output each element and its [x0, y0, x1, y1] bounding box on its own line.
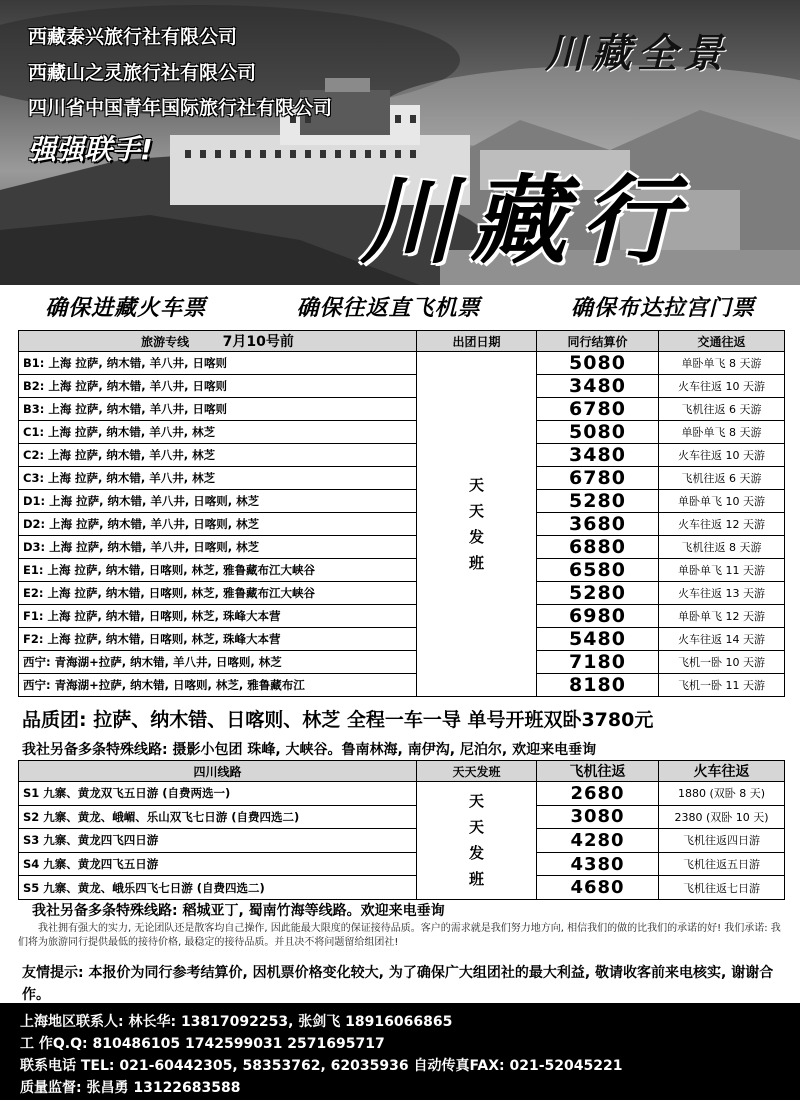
price-cell: 5280 — [537, 490, 659, 513]
flight-price-cell: 4680 — [537, 876, 659, 900]
brand-title-large: 川藏行 — [360, 164, 690, 277]
header-date-note: 7月10号前 — [222, 334, 294, 350]
route-cell: 西宁: 青海湖+拉萨, 纳木错, 羊八井, 日喀则, 林芝 — [19, 651, 417, 674]
agency-name-tibet-shanzhiling: 西藏山之灵旅行社有限公司 — [28, 62, 257, 84]
table-row — [19, 829, 785, 853]
transport-cell: 单卧单飞 10 天游 — [659, 490, 785, 513]
transport-cell: 火车往返 13 天游 — [659, 582, 785, 605]
route-cell: F2: 上海 拉萨, 纳木错, 日喀则, 林芝, 珠峰大本营 — [19, 628, 417, 651]
table-row — [19, 651, 785, 674]
train-cell: 2380 (双卧 10 天) — [659, 805, 785, 829]
header-sichuan-flight: 飞机往返 — [537, 761, 659, 782]
table-row — [19, 398, 785, 421]
table-header-row — [19, 761, 785, 782]
table-row — [19, 582, 785, 605]
price-cell: 6780 — [537, 398, 659, 421]
transport-cell: 飞机一卧 11 天游 — [659, 674, 785, 697]
table-row — [19, 375, 785, 398]
route-cell: S5 九寨、黄龙、峨乐四飞七日游 (自费四选二) — [19, 876, 417, 900]
guarantee-train-ticket: 确保进藏火车票 — [45, 295, 207, 321]
agency-name-tibet-taixing: 西藏泰兴旅行社有限公司 — [28, 26, 238, 48]
route-cell: F1: 上海 拉萨, 纳木错, 日喀则, 林芝, 珠峰大本营 — [19, 605, 417, 628]
price-cell: 5280 — [537, 582, 659, 605]
contact-footer — [0, 1003, 800, 1100]
train-cell: 飞机往返五日游 — [659, 852, 785, 876]
special-routes-sichuan: 我社另备多条特殊线路: 稻城亚丁, 蜀南竹海等线路。欢迎来电垂询 — [32, 903, 445, 919]
table-row — [19, 674, 785, 697]
special-routes-tibet: 我社另备多条特殊线路: 摄影小包团 珠峰, 大峡谷。鲁南林海, 南伊沟, 尼泊尔, 欢迎来电垂询 — [22, 742, 597, 758]
table-header-row — [19, 331, 785, 352]
price-cell: 5080 — [537, 421, 659, 444]
route-cell: S3 九寨、黄龙四飞四日游 — [19, 829, 417, 853]
slogan: 强强联手! — [28, 133, 153, 166]
table-row — [19, 605, 785, 628]
table-row — [19, 852, 785, 876]
departure-cell: 天 天 发 班 — [417, 352, 537, 697]
table-row — [19, 352, 785, 375]
table-row — [19, 513, 785, 536]
price-cell: 6980 — [537, 605, 659, 628]
flight-price-cell: 4380 — [537, 852, 659, 876]
table-row — [19, 467, 785, 490]
transport-cell: 飞机往返 8 天游 — [659, 536, 785, 559]
contact-person-line: 上海地区联系人: 林长华: 13817092253, 张剑飞 18916066865 — [20, 1014, 453, 1030]
flight-price-cell: 3080 — [537, 805, 659, 829]
route-cell: D2: 上海 拉萨, 纳木错, 羊八井, 日喀则, 林芝 — [19, 513, 417, 536]
quality-group-offer: 品质团: 拉萨、纳木错、日喀则、林芝 全程一车一导 单号开班双卧3780元 — [22, 709, 654, 731]
route-cell: D1: 上海 拉萨, 纳木错, 羊八井, 日喀则, 林芝 — [19, 490, 417, 513]
train-cell: 飞机往返七日游 — [659, 876, 785, 900]
transport-cell: 单卧单飞 8 天游 — [659, 421, 785, 444]
route-cell: C1: 上海 拉萨, 纳木错, 羊八井, 林芝 — [19, 421, 417, 444]
transport-cell: 火车往返 12 天游 — [659, 513, 785, 536]
header-transport: 交通往返 — [659, 331, 785, 352]
hero-banner — [0, 0, 800, 285]
header-departure: 出团日期 — [417, 331, 537, 352]
contact-qq-line: 工 作Q.Q: 810486105 1742599031 2571695717 — [20, 1036, 385, 1052]
guarantee-flight-ticket: 确保往返直飞机票 — [296, 295, 481, 321]
agency-name-sichuan-cyts: 四川省中国青年国际旅行社有限公司 — [28, 97, 333, 119]
price-cell: 5080 — [537, 352, 659, 375]
transport-cell: 火车往返 10 天游 — [659, 375, 785, 398]
price-cell: 8180 — [537, 674, 659, 697]
company-notice: 我社拥有强大的实力, 无论团队还是散客均自己操作, 因此能最大限度的保证接待品质。客户的需求就是我们努力地方向, 相信我们的做的比我们的承诺的好! 我们承诺: 我们将为旅游同行提供最低的接待价格, 最稳定的接待品质。并且决不将问题留给组团社! — [18, 923, 781, 948]
tibet-tour-table — [18, 330, 785, 697]
route-cell: S4 九寨、黄龙四飞五日游 — [19, 852, 417, 876]
transport-cell: 飞机往返 6 天游 — [659, 398, 785, 421]
transport-cell: 单卧单飞 8 天游 — [659, 352, 785, 375]
route-cell: S2 九寨、黄龙、峨嵋、乐山双飞七日游 (自费四选二) — [19, 805, 417, 829]
route-cell: B1: 上海 拉萨, 纳木错, 羊八井, 日喀则 — [19, 352, 417, 375]
friendly-tip — [22, 962, 792, 1006]
tip-label: 友情提示: — [22, 965, 84, 981]
guarantee-potala-ticket: 确保布达拉宫门票 — [570, 295, 755, 321]
route-cell: C3: 上海 拉萨, 纳木错, 羊八井, 林芝 — [19, 467, 417, 490]
contact-phone-fax-line: 联系电话 TEL: 021-60442305, 58353762, 62035936 自动传真FAX: 021-52045221 — [20, 1058, 623, 1074]
price-cell: 6580 — [537, 559, 659, 582]
train-cell: 飞机往返四日游 — [659, 829, 785, 853]
guarantee-bar — [0, 285, 800, 327]
transport-cell: 单卧单飞 12 天游 — [659, 605, 785, 628]
contact-quality-supervisor-line: 质量监督: 张昌勇 13122683588 — [20, 1080, 241, 1096]
price-cell: 6780 — [537, 467, 659, 490]
route-cell: E2: 上海 拉萨, 纳木错, 日喀则, 林芝, 雅鲁藏布江大峡谷 — [19, 582, 417, 605]
table-row — [19, 559, 785, 582]
route-cell: B3: 上海 拉萨, 纳木错, 羊八井, 日喀则 — [19, 398, 417, 421]
departure-cell: 天 天 发 班 — [417, 782, 537, 900]
route-cell: 西宁: 青海湖+拉萨, 纳木错, 日喀则, 林芝, 雅鲁藏布江 — [19, 674, 417, 697]
brand-title-small: 川藏全景 — [545, 30, 729, 77]
flight-price-cell: 2680 — [537, 782, 659, 806]
header-sichuan-train: 火车往返 — [659, 761, 785, 782]
transport-cell: 单卧单飞 11 天游 — [659, 559, 785, 582]
transport-cell: 火车往返 14 天游 — [659, 628, 785, 651]
price-cell: 3480 — [537, 375, 659, 398]
table-row — [19, 490, 785, 513]
flight-price-cell: 4280 — [537, 829, 659, 853]
table-row — [19, 876, 785, 900]
sichuan-tour-table — [18, 760, 785, 900]
price-cell: 3680 — [537, 513, 659, 536]
header-price: 同行结算价 — [537, 331, 659, 352]
price-cell: 6880 — [537, 536, 659, 559]
route-cell: D3: 上海 拉萨, 纳木错, 羊八井, 日喀则, 林芝 — [19, 536, 417, 559]
route-cell: C2: 上海 拉萨, 纳木错, 羊八井, 林芝 — [19, 444, 417, 467]
table-row — [19, 782, 785, 806]
header-route — [19, 331, 417, 352]
transport-cell: 飞机一卧 10 天游 — [659, 651, 785, 674]
table-row — [19, 628, 785, 651]
table-row — [19, 805, 785, 829]
header-route-label: 旅游专线 — [141, 335, 190, 349]
route-cell: B2: 上海 拉萨, 纳木错, 羊八井, 日喀则 — [19, 375, 417, 398]
route-cell: S1 九寨、黄龙双飞五日游 (自费两选一) — [19, 782, 417, 806]
table-row — [19, 444, 785, 467]
price-cell: 5480 — [537, 628, 659, 651]
tip-text: 本报价为同行参考结算价, 因机票价格变化较大, 为了确保广大组团社的最大利益, 敬请收客前来电核实, 谢谢合作。 — [22, 965, 774, 1003]
table-row — [19, 421, 785, 444]
transport-cell: 火车往返 10 天游 — [659, 444, 785, 467]
price-cell: 7180 — [537, 651, 659, 674]
header-sichuan-route: 四川线路 — [19, 761, 417, 782]
train-cell: 1880 (双卧 8 天) — [659, 782, 785, 806]
price-cell: 3480 — [537, 444, 659, 467]
header-sichuan-departure: 天天发班 — [417, 761, 537, 782]
route-cell: E1: 上海 拉萨, 纳木错, 日喀则, 林芝, 雅鲁藏布江大峡谷 — [19, 559, 417, 582]
table-row — [19, 536, 785, 559]
transport-cell: 飞机往返 6 天游 — [659, 467, 785, 490]
